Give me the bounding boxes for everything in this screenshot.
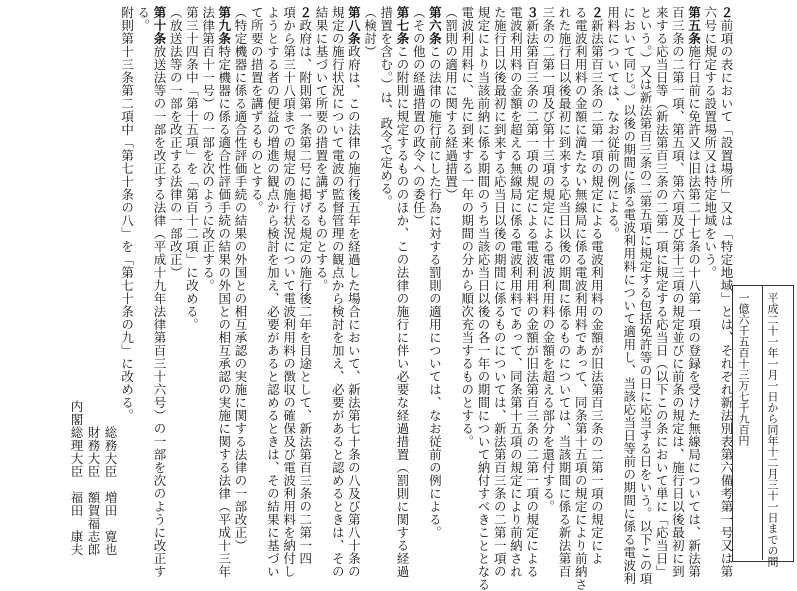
- text-column: [524, 6, 540, 578]
- text-column: [607, 6, 620, 560]
- text-column: [589, 6, 605, 565]
- column-text: 放送法等の一部を改正する法律（平成十九年法律第百三十六号）の一部を次のように改正す: [152, 45, 167, 578]
- text-column: [638, 6, 653, 585]
- text-column: [654, 6, 670, 578]
- text-column: [330, 6, 346, 578]
- text-column: [428, 6, 441, 560]
- text-column: [686, 6, 702, 578]
- column-text: この附則に規定するもののほか、この法律の施行に伴い必要な経過措置（罰則に関する経過: [395, 45, 410, 578]
- text-column: [315, 6, 328, 560]
- column-text: 用料については、なお従前の例による。: [605, 6, 621, 240]
- text-column: [557, 6, 572, 578]
- text-column: [121, 6, 134, 560]
- fee-table-period: 平成二十一年一月一日から同年十二月三十一日までの間: [766, 292, 779, 567]
- column-text: 三条の二第一項及び第十三項の規定による電波利用料の金額を超える部分を還付する。: [540, 6, 556, 513]
- signature-name: 福田 康夫: [69, 491, 84, 556]
- signature-title: 内閣総理大臣: [69, 400, 84, 478]
- article-heading: ２: [589, 6, 605, 19]
- column-text: （その他の経過措置の政令への委任）: [411, 6, 427, 227]
- column-text: る電波利用料の金額に満たない無線局に係る電波利用料であって、同条第十五項の規定により前納さ: [573, 6, 589, 591]
- signature-title: 財務大臣: [86, 426, 101, 478]
- column-text: 法律第百十一号）の一部を次のように改正する。: [200, 6, 216, 292]
- text-column: [364, 6, 377, 560]
- column-text: た施行日以後最初に到来する応当日以後の期間に係るものについては、新法第百三条の二第一項の: [492, 6, 508, 578]
- text-column: [445, 6, 458, 560]
- text-column: [670, 6, 686, 578]
- text-column: [169, 6, 182, 560]
- text-column: [492, 6, 508, 578]
- column-text: （特定機器に係る適合性評価手続の結果の外国との相互承認の実施に関する法律の一部改正）: [233, 6, 248, 552]
- text-column: [265, 6, 281, 578]
- column-text: 電波利用料の金額を超える無線局に係る電波利用料であって、同条第十五項の規定により前納され: [508, 6, 524, 578]
- fee-table-amount: 一億六千五百十三万七千九百円: [737, 292, 750, 446]
- column-text: て所要の措置を講ずるものとする。: [249, 6, 265, 214]
- column-text: 規定により当該前納に係る期間のうち当該応当日以後の各一年の期間について納付すべきこととなる: [476, 6, 491, 591]
- article-heading: ３: [524, 6, 540, 19]
- article-heading: 第七条: [395, 6, 410, 45]
- column-text: という。）又は新法第百三条の二第五項に規定する包括免許等の日に応当する日をいう。以下この項: [638, 6, 653, 585]
- column-text: 政府は、この法律の施行後五年を経過した場合において、新法第七十条の八及び第八十条の: [346, 45, 362, 578]
- text-column: [152, 6, 167, 578]
- column-text: 来する応当日等（新法第百三条の二第一項に規定する応当日（以下この条において単に「応当日」: [654, 6, 670, 578]
- text-column: [137, 6, 150, 560]
- column-text: において同じ。）以後の期間に係る電波利用料について適用し、当該応当日等前の期間に係る電波利: [621, 6, 637, 585]
- text-column: [573, 6, 589, 591]
- signature-gap: [103, 478, 118, 491]
- text-column: [461, 6, 474, 560]
- text-column: [508, 6, 524, 578]
- column-text: 第三十四条中「第十五項」を「第百十二項」に改める。: [184, 6, 200, 331]
- signature-line: [70, 400, 83, 556]
- column-text: （検討）: [362, 6, 378, 58]
- text-column: [412, 6, 425, 560]
- column-text: 規定の施行状況について電波の監督管理の観点から検討を加え、必要があると認めるときは、その: [330, 6, 346, 578]
- article-heading: 第十条: [152, 6, 167, 45]
- text-column: [395, 6, 410, 578]
- signature-title: 総務大臣: [103, 426, 118, 478]
- signature-gap: [69, 478, 84, 491]
- text-column: [704, 6, 717, 560]
- column-text: 特定機器に係る適合性評価手続の結果の外国との相互承認の実施に関する法律（平成十三年: [216, 45, 232, 578]
- fee-table-divider: [762, 285, 763, 560]
- column-text: ようとする者の便益の増進の観点から検討を加え、必要があると認めるときは、その結果に基づい: [265, 6, 281, 578]
- article-heading: ２: [297, 6, 313, 19]
- text-column: [346, 6, 362, 578]
- article-heading: 第五条: [686, 6, 702, 45]
- text-column: [281, 6, 297, 578]
- column-text: 結果に基づいて所要の措置を講ずるものとする。: [314, 6, 329, 292]
- article-heading: ２: [719, 6, 734, 19]
- article-heading: 第八条: [346, 6, 362, 45]
- signature-gap: [86, 478, 101, 491]
- signature-name: 額賀福志郎: [86, 491, 101, 556]
- text-column: [234, 6, 247, 560]
- text-column: [380, 6, 393, 560]
- column-text: 施行日前に免許又は旧法第二十七条の十八第一項の登録を受けた無線局については、新法第: [686, 45, 702, 578]
- column-text: 項から第三十八項までの規定の施行状況について電波利用料の徴収の確保及び電波利用料を納付し: [281, 6, 297, 578]
- column-text: る。: [135, 6, 151, 32]
- column-text: 六号に規定する設置場所又は特定地域をいう。: [702, 6, 718, 279]
- text-column: [542, 6, 555, 560]
- signature-line: [87, 426, 100, 556]
- text-column: [621, 6, 637, 585]
- column-text: 前項の表において「設置場所」又は「特定地域」とは、それぞれ新法別表第六備考第一号又は第: [719, 19, 734, 578]
- text-column: [185, 6, 198, 560]
- text-column: [250, 6, 263, 560]
- column-text: 電波利用料に、先に到来する一年の期間の分から順次充当するものとする。: [459, 6, 475, 448]
- column-text: （罰則の適用に関する経過措置）: [443, 6, 459, 201]
- signature-line: [104, 426, 117, 556]
- column-text: 百三条の二第一項、第五項、第六項及び第十三項の規定並びに前条の規定は、施行日以後最初に到: [670, 6, 686, 578]
- text-column: [202, 6, 215, 560]
- article-heading: 第九条: [216, 6, 232, 45]
- column-text: 附則第十三条第二項中「第七十条の八」を「第七十条の九」に改める。: [119, 6, 135, 422]
- column-text: 新法第百三条の二第一項の規定による電波利用料の金額が旧法第百三条の二第一項の規定による: [524, 19, 540, 578]
- article-heading: 第六条: [427, 6, 443, 45]
- column-text: この法律の施行前にした行為に対する罰則の適用については、なお従前の例による。: [427, 45, 443, 539]
- text-column: [297, 6, 313, 565]
- text-column: [476, 6, 491, 591]
- signature-name: 増田 寛也: [103, 491, 118, 556]
- column-text: 政府は、附則第一条第二号に掲げる規定の施行後二年を目途として、新法第百三条の二第一四: [297, 19, 313, 565]
- column-text: 新法第百三条の二第一項の規定による電波利用料の金額が旧法第百三条の二第一項の規定によ: [589, 19, 605, 565]
- text-column: [216, 6, 232, 578]
- column-text: （放送法等の一部を改正する法律の一部改正）: [168, 6, 184, 279]
- column-text: 措置を含む。）は、政令で定める。: [378, 6, 394, 208]
- column-text: れた施行日以後最初に到来する応当日以後の期間に係るものについては、当該期間に係る新法第百: [557, 6, 572, 578]
